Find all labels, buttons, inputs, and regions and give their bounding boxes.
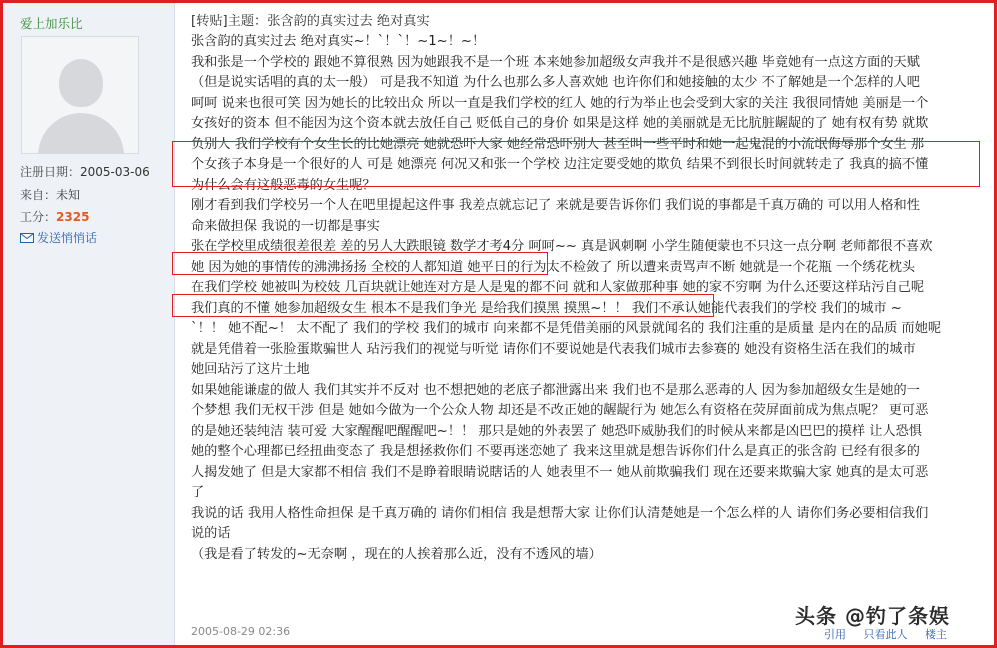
post-line: 为什么会有这般恶毒的女生呢？ [191, 177, 376, 193]
post-line: 张在学校里成绩很差很差 差的另人大跌眼镜 数学才考4分 呵呵~~ 真是讽刺啊 小学生随便蒙也不只这一点分啊 老师都很不喜欢 [191, 239, 933, 254]
post-line: 张含韵的真实过去 绝对真实~！`！`！~1~！~！ [191, 34, 486, 49]
post-line: 了 [191, 485, 205, 500]
post-line: 在我们学校 她被叫为校妓 几百块就让她连对方是人是鬼的都不问 就和人家做那种事 她的家不穷啊 为什么还要这样玷污自己呢 [191, 280, 925, 295]
post-title: [转贴]主题：张含韵的真实过去 绝对真实 [191, 14, 430, 29]
post-footer-links [824, 626, 961, 642]
post-line: 呵呵 说来也很可笑 因为她长的比较出众 所以一直是我们学校的红人 她的行为举止也会受到大家的关注 我很同情她 美丽是一个 [191, 95, 929, 111]
post-line: 刚才看到我们学校另一个人在吧里提起这件事 我差点就忘记了 来就是要告诉你们 我们说的事都是千真万确的 可以用人格和性 [191, 198, 920, 213]
post-line: （但是说实话唱的真的太一般） 可是我不知道 为什么也那么多人喜欢她 也许你们和她接触的太少 不了解她是一个怎样的人吧 [191, 75, 920, 90]
post-line: 说的话 [191, 526, 231, 541]
quote-link[interactable]: 引用 [824, 628, 846, 641]
post-date: 2005-08-29 02:36 [191, 625, 291, 638]
post-line: 她回玷污了这片土地 [191, 362, 310, 377]
avatar[interactable] [21, 36, 139, 154]
post-content [191, 11, 981, 565]
post-line: 我们真的不懂 她参加超级女生 根本不是我们争光 是给我们摸黑 摸黑~！！ 我们不承认她能代表我们的学校 我们的城市 ~ [191, 300, 902, 316]
floor-label: 楼主 [925, 628, 947, 641]
username-link[interactable]: 爱上加乐比 [20, 16, 83, 31]
post-line: 如果她能谦虚的做人 我们其实并不反对 也不想把她的老底子都泄露出来 我们也不是那么恶毒的人 因为参加超级女生是她的一 [191, 382, 920, 398]
post-line: 的是她还装纯洁 装可爱 大家醒醒吧醒醒吧~！！ 那只是她的外表罢了 她恐吓威胁我们的时候从来都是凶巴巴的摸样 让人恐惧 [191, 423, 922, 439]
post-line: 个梦想 我们无权干涉 但是 她如今做为一个公众人物 却还是不改正她的龌龊行为 她怎么有资格在荧屏面前成为焦点呢？ 更可恶 [191, 403, 929, 418]
user-sidebar [3, 3, 175, 645]
user-from-value: 未知 [56, 188, 81, 202]
post-line: 女孩好的资本 但不能因为这个资本就去放任自己 贬低自己的身价 如果是这样 她的美丽就是无比肮脏龌龊的了 她有权有势 就欺 [191, 116, 929, 131]
post-line: 就是凭借着一张脸蛋欺骗世人 玷污我们的视觉与听觉 请你们不要说她是代表我们城市去参赛的 她没有资格生活在我们的城市 [191, 341, 916, 357]
register-date-value: 2005-03-06 [80, 165, 150, 179]
user-points [20, 208, 89, 225]
envelope-icon [20, 233, 34, 243]
post-line: 她的整个心理都已经扭曲变态了 我是想拯救你们 不要再迷恋她了 我来这里就是想告诉你们什么是真正的张含韵 已经有很多的 [191, 444, 920, 459]
avatar-body-shape [38, 113, 124, 154]
post-line: 我说的话 我用人格性命担保 是千真万确的 请你们相信 我是想帮大家 让你们认清楚她是一个怎么样的人 请你们务必要相信我们 [191, 505, 929, 521]
send-message-link[interactable] [20, 229, 97, 246]
user-from-label: 来自： [20, 188, 57, 202]
post-line: 我和张是一个学校的 跟她不算很熟 因为她跟我不是一个班 本来她参加超级女声我并不是很感兴趣 毕竟她有一点这方面的天赋 [191, 54, 920, 70]
post-line: 她 因为她的事情传的沸沸扬扬 全校的人都知道 她平日的行为太不检敛了 所以遭来责骂声不断 她就是一个花瓶 一个绣花枕头 [191, 259, 916, 275]
user-points-label: 工分： [20, 210, 57, 224]
post-line: （我是看了转发的~无奈啊 ，现在的人挨着那么近，没有不透风的墙） [191, 546, 602, 562]
post-line: 个女孩子本身是一个很好的人 可是 她漂亮 何况又和张一个学校 边注定要受她的欺负 结果不到很长时间就转走了 我真的搞不懂 [191, 157, 929, 172]
avatar-head-shape [59, 59, 103, 107]
send-message-label: 发送悄悄话 [37, 231, 98, 245]
only-this-user-link[interactable]: 只看此人 [863, 628, 908, 641]
register-date-label: 注册日期： [20, 165, 81, 179]
post-line: 负别人 我们学校有个女生长的比她漂亮 她就恐吓人家 她经常恐吓别人 甚至叫一些平时和她一起鬼混的小流氓侮辱那个女生 那 [191, 136, 925, 152]
post-body [191, 32, 981, 565]
user-from [20, 186, 80, 203]
user-points-value: 2325 [56, 210, 90, 224]
register-date [20, 163, 150, 180]
post-line: `！！ 她不配~！ 太不配了 我们的学校 我们的城市 向来都不是凭借美丽的风景就闻名的 我们注重的是质量 是内在的品质 而她呢 [191, 321, 942, 336]
watermark: 头条 @钓了条娱 [795, 604, 950, 628]
post-line: 命来做担保 我说的一切都是事实 [191, 218, 380, 234]
post-line: 人揭发她了 但是大家都不相信 我们不是睁着眼睛说瞎话的人 她表里不一 她从前欺骗我们 现在还要来欺骗大家 她真的是太可恶 [191, 464, 929, 480]
